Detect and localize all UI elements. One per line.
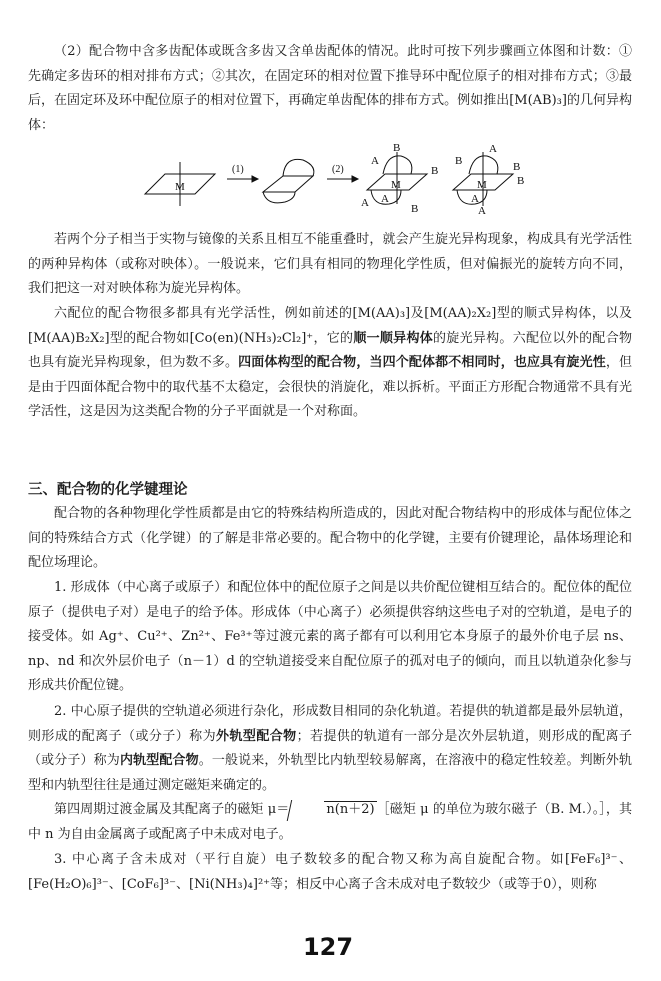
paragraph-high-spin: 3. 中心离子含未成对（平行自旋）电子数较多的配合物又称为高自旋配合物。如[FeF₆]³⁻、[Fe(H₂O)₆]³⁻、[CoF₆]³⁻、[Ni(NH₃)₄]²⁺等；相反中心离子含未成对电子数较少（或等于0），则称 [28,852,632,892]
paragraph-six-coordinate-optical [28,302,632,425]
paragraph-geometric-isomer-steps: （2）配合物中含多齿配体或既含多齿又含单齿配体的情况。此时可按下列步骤画立体图和计数：①先确定多齿环的相对排布方式；②其次，在固定环的相对位置下推导环中配位原子的相对排布方式；③最后，在固定环及环中配位原子的相对位置下，再确定单齿配体的排布方式。例如推出[M(AB)₃]的几何异构体： [28,44,632,133]
step2-label: (2) [332,164,344,175]
isomer2-label-b3: B [517,175,525,187]
step2-arrow [327,176,358,182]
isomer1-label-b1: B [393,144,401,154]
para6-part3: 。一般说来，外轨型比内轨型较易解离，在溶液中的稳定性较差。判断外轨型和内轨型往往是通过测定磁矩来确定的。 [28,753,632,793]
sqrt-expression [289,798,376,823]
isomer1-label-b3: B [411,203,419,214]
isomer2-label-b2: B [513,161,521,173]
isomer1-label-b2: B [431,165,439,177]
sqrt-content: n(n＋2) [326,802,375,817]
paragraph-chemical-bond-intro: 配合物的各种物理化学性质都是由它的特殊结构所造成的，因此对配合物结构中的形成体与配位体之间的特殊结合方式（化学键）的了解是非常必要的。配合物中的化学键，主要有价键理论，晶体场理论和配位场理论。 [28,506,632,571]
para6-part2: ；若提供的轨道有一部分是次外层轨道，则形成的配离子（或分子）称为 [28,728,632,769]
step1-label: (1) [232,164,244,175]
isomer2-label-a2: A [471,193,479,205]
para6-bold-inner-orbital: 内轨型配合物 [119,753,199,769]
paragraph-coordinate-bond: 1. 形成体（中心离子或原子）和配位体中的配位原子之间是以共价配位键相互结合的。配位体的配位原子（提供电子对）是电子的给予体。形成体（中心离子）必须提供容纳这些电子对的空轨道，是电子的接受体。如 Ag⁺、Cu²⁺、Zn²⁺、Fe³⁺等过渡元素的离子都有可以利用它本身原子的最外价电子层 ns、np、nd 和次外层价电子（n－1）d 的空轨道接受来自配位原子的孤对电子的倾向，而且以轨道杂化参与形成共价配位键。 [28,580,632,694]
isomer2-label-a1: A [489,144,497,155]
para3-part2: 的旋光异构。六配位以外的配合物也具有旋光异构现象，但为数不多。 [28,330,632,371]
para7-part2: ［磁矩 μ 的单位为玻尔磁子（B. M.）。］，其中 n 为自由金属离子或配离子中未成对电子。 [28,802,632,842]
structure-chelate-one [263,159,314,203]
isomer2-metal: M [477,179,487,191]
para3-part1: 六配位的配合物很多都具有光学活性，例如前述的[M(AA)₃]及[M(AA)₂X₂]型的顺式异构体，以及[M(AA)B₂X₂]型的配合物如[Co(en)(NH₃)₂Cl₂]⁺，它的 [28,306,632,346]
para3-bold-cis-cis: 顺一顺异构体 [353,330,434,346]
para7-part1: 第四周期过渡金属及其配离子的磁矩 μ＝ [54,802,290,817]
section-heading: 三、配合物的化学键理论 [28,482,188,498]
isomer-diagram [135,144,555,214]
isomer1-label-a3: A [361,197,369,209]
isomer1-label-a1: A [371,155,379,167]
paragraph-hybrid-orbitals [28,700,632,798]
isomer-figure [135,144,555,214]
metal-label: M [175,181,185,193]
paragraph-magnetic-moment [28,798,632,847]
step1-arrow [227,176,258,182]
isomer1-metal: M [391,179,401,191]
para3-bold-tetrahedral: 四面体构型的配合物，当四个配体都不相同时，也应具有旋光性 [238,355,606,371]
isomer2-label-a3: A [478,205,486,214]
paragraph-optical-isomer-definition: 若两个分子相当于实物与镜像的关系且相互不能重叠时，就会产生旋光异构现象，构成具有光学活性的两种异构体（或称对映体）。一般说来，它们具有相同的物理化学性质，但对偏振光的旋转方向不同，我们把这一对对映体称为旋光异构体。 [28,232,632,297]
para6-part1: 2. 中心原子提供的空轨道必须进行杂化，形成数目相同的杂化轨道。若提供的轨道都是最外层轨道，则形成的配离子（或分子）称为 [28,704,632,744]
para3-part3: ，但是由于四面体配合物中的取代基不太稳定，会很快的消旋化，难以拆析。平面正方形配合物通常不具有光学活性，这是因为这类配合物的分子平面就是一个对称面。 [28,355,632,420]
isomer2-label-b1: B [455,155,463,167]
isomer1-label-a2: A [381,193,389,205]
para6-bold-outer-orbital: 外轨型配合物 [216,728,297,744]
page-number: 127 [302,933,354,961]
